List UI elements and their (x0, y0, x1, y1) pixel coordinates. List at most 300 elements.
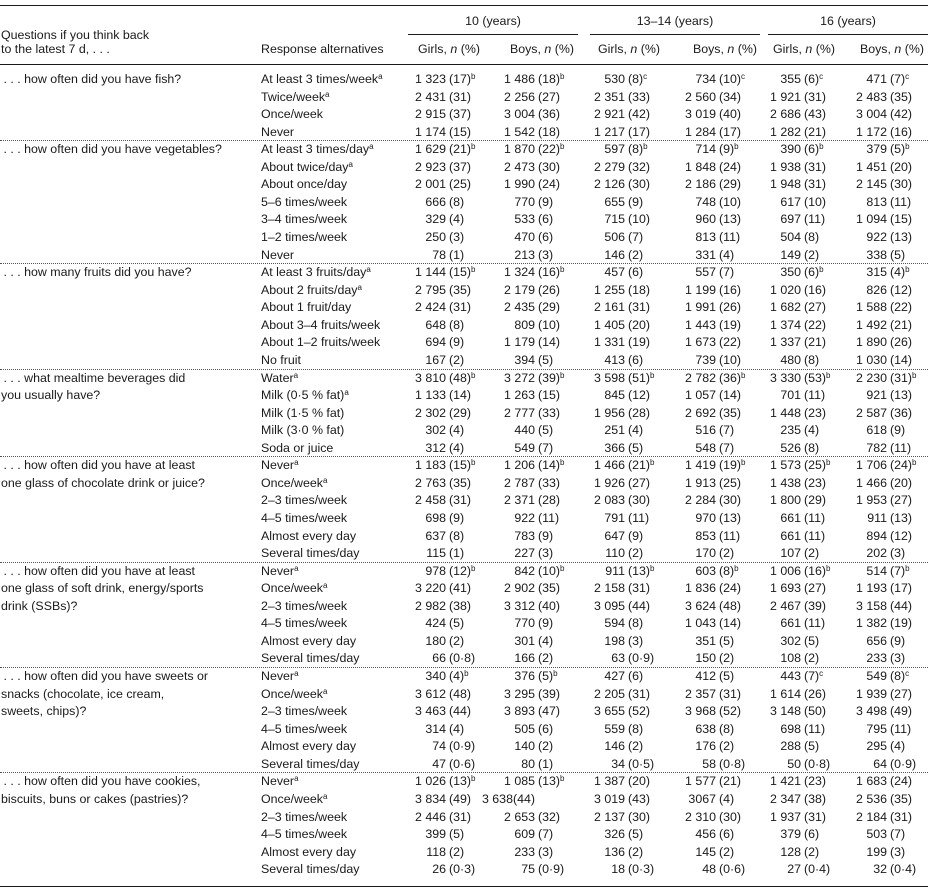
percent-cell: (3) (538, 845, 554, 859)
footnote-marker: b (741, 371, 746, 380)
percent-cell: (42) (890, 107, 913, 121)
count-cell: 1 387 (593, 774, 625, 788)
footnote-marker: b (560, 72, 565, 81)
count-cell: 145 (695, 845, 716, 859)
response-alternative: About 2 fruits/day$^a$ (261, 283, 362, 297)
count-cell: 2 458 (414, 493, 446, 507)
count-cell: 2 782 (684, 371, 716, 385)
percent-cell: $(16)^b$ (538, 265, 565, 279)
count-cell: 2 284 (684, 493, 716, 507)
percent-cell: (3) (538, 546, 554, 560)
count-cell: 770 (514, 195, 535, 209)
count-cell: 2 256 (503, 90, 535, 104)
count-cell: 1 006 (769, 564, 801, 578)
response-alternative: 1–2 times/week (261, 230, 348, 244)
percent-cell: (23) (804, 406, 827, 420)
percent-cell: (19) (890, 616, 913, 630)
percent-cell: (8) (449, 195, 465, 209)
percent-cell: (5) (719, 669, 735, 683)
percent-cell: (24) (719, 160, 742, 174)
response-alternative: Almost every day (261, 529, 357, 543)
footnote-marker: a (378, 72, 383, 81)
response-alternative: 4–5 times/week (261, 616, 348, 630)
footnote-marker: b (819, 142, 824, 151)
percent-cell: (25) (449, 177, 472, 191)
count-cell: 1 263 (503, 388, 535, 402)
footnote-marker: b (464, 669, 469, 678)
count-cell: 2 921 (593, 107, 625, 121)
count-cell: 3 148 (769, 704, 801, 718)
percent-cell: $(10)^b$ (538, 564, 565, 578)
count-cell: 1 451 (855, 160, 887, 174)
percent-cell: $(31)^b$ (890, 371, 917, 385)
count-cell: 1 542 (503, 125, 535, 139)
response-alternative: About twice/day$^a$ (261, 160, 353, 174)
percent-cell: (39) (804, 599, 827, 613)
count-cell: 694 (425, 335, 446, 349)
count-cell: 655 (604, 195, 625, 209)
percent-cell: (14) (719, 388, 742, 402)
count-cell: 2 763 (414, 476, 446, 490)
count-cell: 548 (695, 441, 716, 455)
percent-cell: (8) (449, 529, 465, 543)
count-cell: 842 (514, 564, 535, 578)
percent-cell: (0·9) (449, 739, 476, 753)
percent-cell: (4) (719, 792, 735, 806)
percent-cell: (1) (449, 248, 465, 262)
percent-cell: (25) (719, 476, 742, 490)
footnote-marker: a (293, 371, 299, 380)
percent-cell: $(6)^b$ (804, 142, 824, 156)
percent-cell: (26) (804, 687, 827, 701)
response-alternative: Several times/day (261, 757, 360, 771)
percent-cell: (31) (449, 90, 472, 104)
percent-cell: (35) (449, 283, 472, 297)
count-cell: 697 (780, 212, 801, 226)
count-cell: 314 (425, 722, 446, 736)
percent-cell: (30) (628, 177, 651, 191)
count-cell: 2 302 (414, 406, 446, 420)
percent-cell: $(16)^b$ (804, 564, 831, 578)
footnote-marker: b (826, 458, 831, 467)
question-text: biscuits, buns or cakes (pastries)? (1, 792, 189, 806)
percent-cell: (11) (804, 616, 826, 630)
column-subheader: Boys, n (%) (509, 42, 574, 56)
question-header-line-2: to the latest 7 d, . . . (1, 42, 110, 56)
count-cell: 1 926 (593, 476, 625, 490)
percent-cell: (31) (890, 810, 913, 824)
percent-cell: (7) (890, 827, 906, 841)
percent-cell: (27) (890, 493, 913, 507)
percent-cell: (31) (804, 160, 827, 174)
count-cell: 2 473 (503, 160, 535, 174)
percent-cell: (11) (804, 722, 826, 736)
percent-cell: (2) (804, 546, 820, 560)
count-cell: 1 183 (414, 458, 446, 472)
percent-cell: (4) (449, 441, 465, 455)
percent-cell: (23) (804, 774, 827, 788)
percent-cell: (5) (449, 616, 465, 630)
count-cell: 783 (514, 529, 535, 543)
percent-cell: (2) (628, 248, 644, 262)
percent-cell: (35) (890, 792, 913, 806)
count-cell: 911 (867, 511, 887, 525)
count-cell: 1 331 (593, 335, 625, 349)
percent-cell: (31) (449, 300, 472, 314)
count-cell: 180 (425, 634, 446, 648)
footnote-marker: a (357, 283, 362, 292)
percent-cell: $(25)^b$ (804, 458, 831, 472)
percent-cell: (20) (890, 160, 913, 174)
footnote-marker: c (819, 72, 824, 81)
count-cell: 1 588 (855, 300, 887, 314)
percent-cell: (23) (804, 476, 827, 490)
count-cell: 2 310 (684, 810, 716, 824)
percent-cell: (4) (449, 722, 465, 736)
footnote-marker: b (560, 564, 565, 573)
count-cell: 47 (432, 757, 446, 771)
percent-cell: (6) (804, 827, 820, 841)
percent-cell: (5) (804, 634, 820, 648)
percent-cell: (48) (449, 687, 472, 701)
percent-cell: (17) (890, 581, 913, 595)
percent-cell: (21) (804, 125, 827, 139)
question-header-line-1: Questions if you think back (1, 28, 150, 42)
count-cell: 514 (866, 564, 887, 578)
percent-cell: $(8)^c$ (890, 669, 910, 683)
top-rule (0, 5, 928, 6)
response-alternative: 2–3 times/week (261, 493, 348, 507)
count-cell: 213 (514, 248, 535, 262)
count-cell: 48 (702, 862, 716, 876)
count-cell: 32 (873, 862, 887, 876)
percent-cell: (0·8) (804, 757, 831, 771)
response-alternative: Milk (0·5 % fat)$^a$ (261, 388, 349, 402)
footnote-marker: a (344, 388, 349, 397)
question-text: . . . how often did you have at least (1, 564, 195, 578)
percent-cell: (28) (628, 406, 651, 420)
percent-cell: (30) (890, 177, 913, 191)
percent-cell: (21) (719, 774, 742, 788)
percent-cell: (31) (804, 177, 827, 191)
percent-cell: (7) (628, 230, 644, 244)
percent-cell: (35) (719, 406, 742, 420)
footnote-marker: b (471, 265, 476, 274)
percent-cell: (10) (719, 353, 742, 367)
percent-cell: (9) (538, 616, 554, 630)
percent-cell: (11) (804, 212, 826, 226)
percent-cell: (8) (719, 722, 735, 736)
percent-cell: (11) (890, 441, 912, 455)
percent-cell: (6) (538, 722, 554, 736)
footnote-marker: a (366, 265, 371, 274)
count-cell: 198 (604, 634, 625, 648)
percent-cell: (29) (804, 493, 827, 507)
percent-cell: (43) (628, 792, 651, 806)
count-cell: 813 (866, 195, 887, 209)
count-cell: 2 536 (855, 792, 887, 806)
response-alternative: Milk (3·0 % fat) (261, 423, 345, 437)
count-cell: 424 (425, 616, 446, 630)
footnote-marker: b (650, 371, 655, 380)
footnote-marker: b (905, 564, 910, 573)
group-header-16: 16 (years) (820, 14, 876, 28)
percent-cell: $(13)^b$ (628, 564, 655, 578)
count-cell: 2 686 (769, 107, 801, 121)
count-cell: 2 902 (503, 581, 535, 595)
count-cell: 1 405 (593, 318, 625, 332)
count-cell: 399 (425, 827, 446, 841)
percent-cell: (49) (449, 792, 472, 806)
count-cell: 390 (780, 142, 801, 156)
percent-cell: (12) (890, 529, 913, 543)
count-cell: 26 (432, 862, 446, 876)
count-cell: 1 133 (414, 388, 446, 402)
response-alternative: Never (261, 125, 295, 139)
percent-cell: (8) (628, 616, 644, 630)
percent-cell: (5) (890, 248, 906, 262)
percent-cell: (10) (538, 318, 561, 332)
footnote-marker: b (471, 458, 476, 467)
percent-cell: (52) (719, 704, 742, 718)
response-alternative: Almost every day (261, 634, 357, 648)
footnote-marker: a (322, 581, 328, 590)
count-cell: 970 (695, 511, 716, 525)
count-cell: 549 (514, 441, 535, 455)
percent-cell: $(21)^b$ (449, 142, 476, 156)
percent-cell: (14) (449, 388, 472, 402)
count-cell: 661 (780, 616, 801, 630)
percent-cell: $(6)^c$ (804, 72, 824, 86)
percent-cell: (2) (804, 845, 820, 859)
question-text: sweets, chips)? (1, 704, 87, 718)
footnote-marker: a (294, 458, 299, 467)
count-cell: 698 (780, 722, 801, 736)
count-cell: 440 (514, 423, 535, 437)
count-cell: 331 (695, 248, 716, 262)
percent-cell: (14) (890, 353, 913, 367)
percent-cell: (2) (628, 546, 644, 560)
percent-cell: (5) (449, 827, 465, 841)
percent-cell: (1) (538, 757, 554, 771)
percent-cell: (13) (890, 511, 913, 525)
count-cell: 394 (514, 353, 535, 367)
count-cell: 504 (780, 230, 801, 244)
percent-cell: (20) (628, 774, 651, 788)
count-cell: 50 (787, 757, 801, 771)
percent-cell: (0·9) (628, 651, 655, 665)
count-cell: 108 (780, 651, 801, 665)
percent-cell: (6) (628, 353, 644, 367)
question-text: one glass of soft drink, energy/sports (1, 581, 204, 595)
count-cell: 150 (695, 651, 716, 665)
count-cell: 136 (604, 845, 625, 859)
percent-cell: (14) (538, 335, 561, 349)
percent-cell: (24) (890, 774, 913, 788)
count-cell: 379 (780, 827, 801, 841)
percent-cell: (29) (719, 177, 742, 191)
percent-cell: (2) (804, 248, 820, 262)
count-cell: 1 990 (503, 177, 535, 191)
percent-cell: (16) (804, 283, 827, 297)
count-cell: 1 323 (414, 72, 446, 86)
count-cell: 1 282 (769, 125, 801, 139)
count-cell: 526 (780, 441, 801, 455)
percent-cell: (7) (719, 441, 735, 455)
footnote-marker: b (819, 265, 824, 274)
percent-cell: (28) (538, 493, 561, 507)
percent-cell: (21) (890, 318, 913, 332)
percent-cell: (32) (628, 160, 651, 174)
count-cell: 338 (866, 248, 887, 262)
response-alternative: Several times/day (261, 546, 360, 560)
footnote-marker: b (560, 371, 565, 380)
percent-cell: (19) (719, 318, 742, 332)
percent-cell: (31) (628, 581, 651, 595)
count-cell: 594 (604, 616, 625, 630)
percent-cell: (11) (804, 388, 826, 402)
count-cell: 233 (514, 845, 535, 859)
percent-cell: (17) (719, 125, 742, 139)
percent-cell: (22) (890, 300, 913, 314)
count-cell: 795 (866, 722, 887, 736)
response-alternative: Never (261, 248, 295, 262)
percent-cell: (11) (719, 529, 741, 543)
count-cell: 1 466 (593, 458, 625, 472)
percent-cell: (5) (719, 634, 735, 648)
count-cell: 128 (780, 845, 801, 859)
footnote-marker: b (734, 564, 739, 573)
count-cell: 471 (866, 72, 887, 86)
percent-cell: (0·6) (719, 862, 746, 876)
count-cell: 597 (604, 142, 625, 156)
response-alternative: At least 3 times/week$^a$ (261, 72, 383, 86)
count-cell: 167 (425, 353, 446, 367)
percent-cell: $(4)^b$ (449, 669, 469, 683)
count-cell: 1 870 (503, 142, 535, 156)
percent-cell: $(14)^b$ (538, 458, 565, 472)
percent-cell: (4) (538, 634, 554, 648)
count-cell: 1 673 (684, 335, 716, 349)
count-cell: 701 (780, 388, 801, 402)
count-cell: 3 655 (593, 704, 625, 718)
percent-cell: (15) (890, 212, 913, 226)
response-alternative: About 1–2 fruits/week (261, 335, 381, 349)
count-cell: 1 448 (769, 406, 801, 420)
footnote-marker: b (912, 458, 917, 467)
percent-cell: (13) (890, 388, 913, 402)
percent-cell: (24) (538, 177, 561, 191)
count-cell: 1 614 (769, 687, 801, 701)
percent-cell: $(19)^b$ (719, 458, 746, 472)
response-alternative: Soda or juice (261, 441, 334, 455)
footnote-marker: b (560, 142, 565, 151)
percent-cell: $(8)^b$ (628, 142, 648, 156)
count-cell: 1 486 (503, 72, 535, 86)
percent-cell: (18) (538, 125, 561, 139)
percent-cell: (15) (538, 388, 561, 402)
percent-cell: (0·3) (628, 862, 655, 876)
footnote-marker: a (294, 669, 299, 678)
count-cell: 2 357 (684, 687, 716, 701)
count-cell: 3 295 (503, 687, 535, 701)
footnote-marker: b (560, 458, 565, 467)
count-cell: 27 (787, 862, 801, 876)
count-cell: 618 (866, 423, 887, 437)
count-cell: 1 466 (855, 476, 887, 490)
count-cell: 110 (605, 546, 625, 560)
percent-cell: (4) (719, 248, 735, 262)
count-cell: 2 126 (593, 177, 625, 191)
percent-cell: (30) (628, 810, 651, 824)
percent-cell: (35) (538, 581, 561, 595)
count-cell: 549 (866, 669, 887, 683)
percent-cell: (19) (628, 335, 651, 349)
count-cell: 312 (425, 441, 446, 455)
count-cell: 1 913 (684, 476, 716, 490)
question-text: . . . how often did you have vegetables? (1, 142, 222, 156)
footnote-marker: a (348, 160, 353, 169)
count-cell: 1 921 (769, 90, 801, 104)
count-cell: 2 915 (414, 107, 446, 121)
count-cell: 1 938 (769, 160, 801, 174)
count-cell: 2 587 (855, 406, 887, 420)
question-text: drink (SSBs)? (1, 599, 78, 613)
count-cell: 1 199 (684, 283, 716, 297)
count-cell: 58 (702, 757, 716, 771)
count-cell: 315 (866, 265, 887, 279)
response-alternative: Twice/week$^a$ (261, 90, 330, 104)
count-cell: 2 347 (769, 792, 801, 806)
percent-cell: (40) (719, 107, 742, 121)
percent-cell: (11) (890, 722, 912, 736)
percent-cell: $(7)^b$ (890, 564, 910, 578)
response-alternative: Never$^a$ (261, 564, 299, 578)
percent-cell: (8) (804, 230, 820, 244)
count-cell: 3 598 (593, 371, 625, 385)
count-cell: 782 (866, 441, 887, 455)
percent-cell: $(12)^b$ (449, 564, 476, 578)
count-cell: 809 (514, 318, 535, 332)
count-cell: 698 (425, 511, 446, 525)
group-rule-10 (408, 34, 578, 35)
count-cell: 3 004 (503, 107, 535, 121)
count-cell: 661 (780, 511, 801, 525)
count-cell: 1 085 (503, 774, 535, 788)
percent-cell: (4) (628, 423, 644, 437)
percent-cell: (13) (719, 511, 742, 525)
column-subheader: Boys, n (%) (692, 42, 757, 56)
percent-cell: (8) (449, 318, 465, 332)
count-cell: 118 (426, 845, 446, 859)
count-cell: 350 (780, 265, 801, 279)
percent-cell: (18) (628, 283, 651, 297)
percent-cell: (43) (804, 107, 827, 121)
count-cell: 227 (514, 546, 535, 560)
count-cell: 2 184 (855, 810, 887, 824)
percent-cell: (0·6) (449, 757, 476, 771)
footnote-marker: b (560, 774, 565, 783)
percent-cell: (39) (538, 687, 561, 701)
response-alternative: About 3–4 fruits/week (261, 318, 381, 332)
percent-cell: (4) (449, 212, 465, 226)
count-cell: 2 560 (684, 90, 716, 104)
percent-cell: (33) (538, 476, 561, 490)
percent-cell: $(21)^b$ (628, 458, 655, 472)
count-cell: 3067 (688, 792, 716, 806)
count-cell: 2 279 (593, 160, 625, 174)
count-cell: 107 (780, 546, 801, 560)
